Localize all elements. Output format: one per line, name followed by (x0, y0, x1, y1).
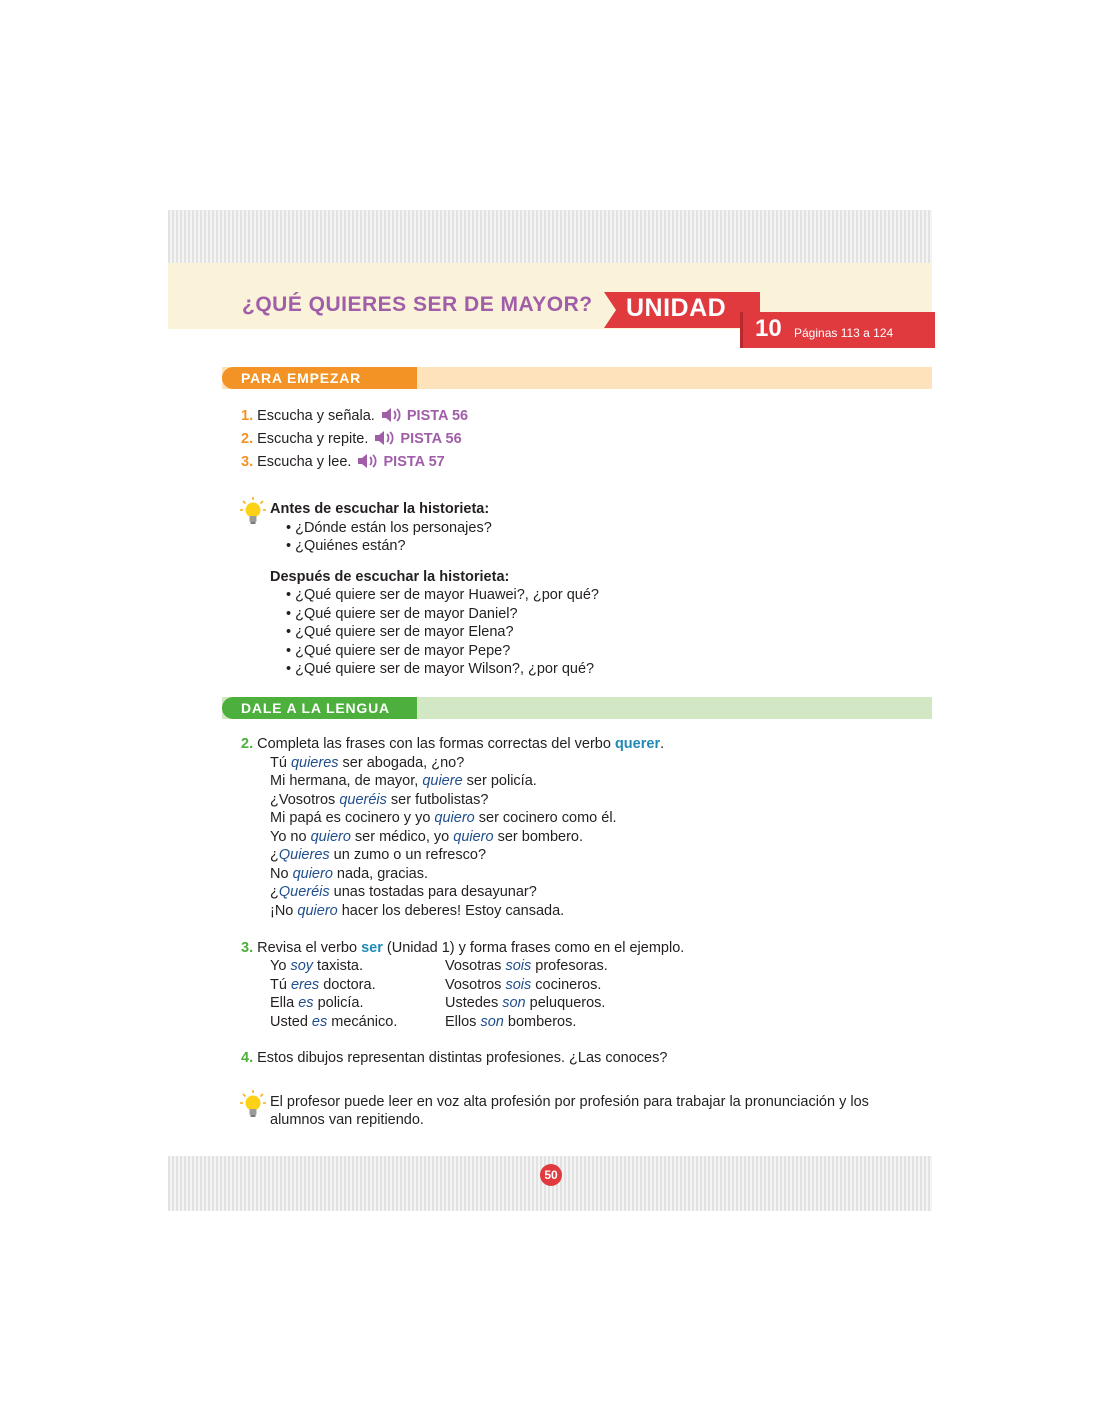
answer: Queréis (278, 884, 330, 900)
conjugation-left: Yo soy taxista. (270, 958, 363, 974)
section-para-empezar-title: PARA EMPEZAR (241, 370, 362, 386)
unit-number: 10 (755, 315, 782, 342)
answer: son (502, 995, 526, 1011)
exercise-4-instruction (241, 1049, 667, 1067)
conjugation-right: Ellos son bomberos. (445, 1014, 577, 1030)
answer: es (311, 1014, 328, 1030)
lightbulb-icon (240, 1089, 266, 1119)
instruction-text: Estos dibujos representan distintas profesiones. ¿Las conoces? (257, 1050, 668, 1066)
answer: sois (505, 958, 532, 974)
answer: quiero (434, 810, 475, 826)
track-label: PISTA 57 (383, 454, 445, 470)
exercise-2-sentence: Tú quieres ser abogada, ¿no? (270, 755, 465, 771)
exercise-2-instruction (241, 735, 664, 753)
teacher-tip-line: El profesor puede leer en voz alta profesión por profesión para trabajar la pronunciación y los (270, 1094, 869, 1110)
tip-before-heading: Antes de escuchar la historieta: (270, 501, 490, 517)
activity-text: Escucha y lee. (257, 454, 352, 470)
exercise-number: 4. (241, 1050, 254, 1066)
instruction-text: Revisa el verbo (257, 940, 362, 956)
unidad-label: UNIDAD (626, 294, 727, 322)
speaker-icon[interactable] (381, 407, 403, 423)
target-verb: querer (614, 736, 661, 752)
tip-question: • ¿Dónde están los personajes? (286, 520, 492, 536)
answer: es (298, 995, 314, 1011)
track-label: PISTA 56 (406, 408, 469, 424)
activity-text: Escucha y repite. (257, 431, 369, 447)
instruction-text: Completa las frases con las formas correctas del verbo (257, 736, 615, 752)
lightbulb-icon (240, 496, 266, 526)
exercise-2-sentence: ¿Vosotros queréis ser futbolistas? (270, 792, 489, 808)
exercise-number: 2. (241, 736, 254, 752)
page-number: 50 (540, 1164, 562, 1186)
tip-question: • ¿Qué quiere ser de mayor Pepe? (286, 643, 511, 659)
activity-text: Escucha y señala. (257, 408, 375, 424)
activity-item (241, 430, 462, 448)
top-stripe-band (168, 210, 932, 265)
instruction-text-end: (Unidad 1) y forma frases como en el ejemplo. (382, 940, 685, 956)
answer: Quieres (278, 847, 330, 863)
exercise-2-sentence: Yo no quiero ser médico, yo quiero ser bombero. (270, 829, 584, 845)
answer: soy (290, 958, 314, 974)
answer: quiere (422, 773, 463, 789)
answer: eres (290, 977, 320, 993)
exercise-2-sentence: ¡No quiero hacer los deberes! Estoy cansada. (270, 903, 565, 919)
answer: sois (505, 977, 532, 993)
answer: quiero (310, 829, 351, 845)
activity-number: 2. (241, 431, 254, 447)
conjugation-right: Ustedes son peluqueros. (445, 995, 606, 1011)
teacher-tip-line: alumnos van repitiendo. (270, 1112, 424, 1128)
exercise-number: 3. (241, 940, 254, 956)
answer: quieres (290, 755, 339, 771)
conjugation-left: Ella es policía. (270, 995, 364, 1011)
answer: queréis (339, 792, 387, 808)
conjugation-left: Tú eres doctora. (270, 977, 376, 993)
conjugation-right: Vosotras sois profesoras. (445, 958, 608, 974)
unit-pages: Páginas 113 a 124 (794, 326, 894, 340)
tip-question: • ¿Qué quiere ser de mayor Daniel? (286, 606, 518, 622)
conjugation-left: Usted es mecánico. (270, 1014, 398, 1030)
tip-question: • ¿Qué quiere ser de mayor Wilson?, ¿por qué? (286, 661, 595, 677)
activity-item (241, 453, 445, 471)
tip-question: • ¿Quiénes están? (286, 538, 406, 554)
tip-question: • ¿Qué quiere ser de mayor Elena? (286, 624, 514, 640)
answer: quiero (292, 866, 333, 882)
activity-number: 3. (241, 454, 254, 470)
answer: son (480, 1014, 504, 1030)
exercise-2-sentence: Mi hermana, de mayor, quiere ser policía. (270, 773, 537, 789)
unit-title: ¿QUÉ QUIERES SER DE MAYOR? (242, 293, 593, 316)
answer: quiero (297, 903, 338, 919)
section-dale-a-la-lengua-title: DALE A LA LENGUA (241, 700, 390, 716)
answer: quiero (453, 829, 494, 845)
speaker-icon[interactable] (374, 430, 396, 446)
exercise-2-sentence: Mi papá es cocinero y yo quiero ser cocinero como él. (270, 810, 617, 826)
activity-number: 1. (241, 408, 254, 424)
target-verb: ser (361, 940, 383, 956)
exercise-3-instruction (241, 939, 684, 957)
tip-after-heading: Después de escuchar la historieta: (270, 569, 510, 585)
speaker-icon[interactable] (357, 453, 379, 469)
tip-question: • ¿Qué quiere ser de mayor Huawei?, ¿por qué? (286, 587, 599, 603)
exercise-2-sentence: ¿Queréis unas tostadas para desayunar? (270, 884, 537, 900)
track-label: PISTA 56 (400, 431, 462, 447)
exercise-2-sentence: No quiero nada, gracias. (270, 866, 429, 882)
conjugation-right: Vosotros sois cocineros. (445, 977, 602, 993)
instruction-text-end: . (660, 736, 665, 752)
exercise-2-sentence: ¿Quieres un zumo o un refresco? (270, 847, 487, 863)
activity-item (241, 407, 468, 425)
